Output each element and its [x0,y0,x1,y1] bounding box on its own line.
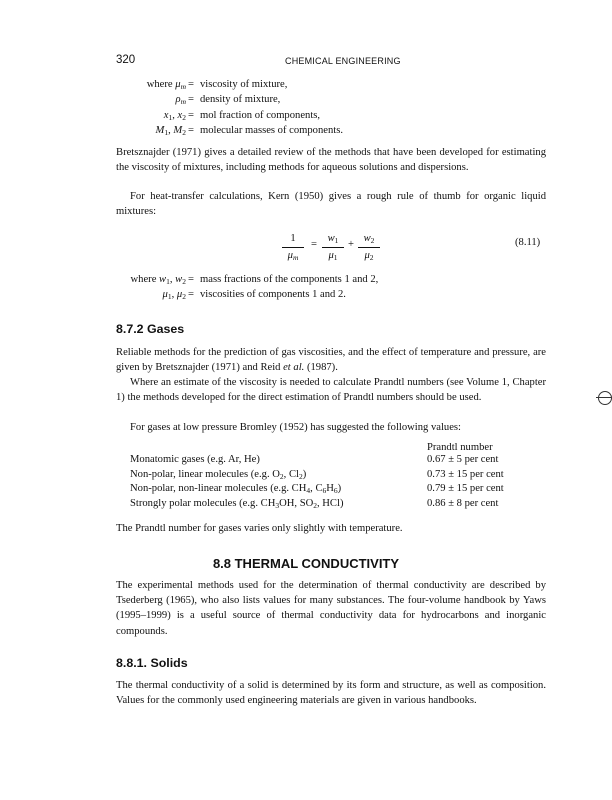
table-row-label: Strongly polar molecules (e.g. $CH_3OH$, $SO_2$, HCl) [130,497,344,510]
table-row-value: 0.86 ± 8 per cent [427,497,499,509]
running-title: CHEMICAL ENGINEERING [285,56,401,66]
fraction-numerator: $w_1$ [327,233,339,245]
definition-equals: = [188,289,194,301]
paragraph-gases-bromley: For gases at low pressure Bromley (1952) has suggested the following values: [130,422,461,433]
plus-sign: + [348,239,354,250]
definition-equals: = [188,109,194,121]
paragraph-gases-methods: Reliable methods for the prediction of gas viscosities, and the effect of temperature and pressure, are given by Bretsznajder (1971) and Reid et al. (1987). [116,347,546,374]
crop-mark-circle [598,391,612,405]
definition-row [116,287,416,302]
fraction-numerator: 1 [290,233,296,244]
table-row [130,482,530,497]
definition-symbol: $\rho_m$ [175,94,186,107]
definition-row [116,108,416,123]
table-row [130,468,530,483]
paragraph-kern: For heat-transfer calculations, Kern (1950) gives a rough rule of thumb for organic liquid mixtures: [116,191,546,218]
table-row-label: Monatomic gases (e.g. Ar, He) [130,454,260,465]
fraction-bar [282,247,304,248]
table-row [130,453,530,468]
table-row [130,497,530,512]
fraction-bar [358,247,380,248]
paragraph-solids: The thermal conductivity of a solid is determined by its form and structure, as well as composition. Values for the commonly used engineering materials are given in various handbooks. [116,680,546,707]
definition-symbol: $M_1$, $M_2$ [155,125,186,138]
definition-list-mixture [116,77,416,139]
equation-number: (8.11) [515,237,541,248]
crop-mark-line [596,397,612,398]
definition-text: density of mixture, [200,94,281,106]
prandtl-table [130,453,530,511]
definition-text: mass fractions of the components 1 and 2, [200,274,379,285]
fraction-denominator: $\mu_m$ [287,250,299,262]
section-heading-solids: 8.8.1. Solids [116,656,188,670]
fraction-bar [322,247,344,248]
definition-symbol: $\mu_1$, $\mu_2$ [162,289,186,302]
page-number: 320 [116,54,136,66]
definition-list-components [116,272,416,303]
paragraph-gases-prandtl: Where an estimate of the viscosity is needed to calculate Prandtl numbers (see Volume 1, Chapter 1) the methods developed for the direct estimation of Prandtl numbers should be used. [116,377,546,404]
table-row-value: 0.73 ± 15 per cent [427,468,504,480]
fraction-rhs-1 [322,232,344,263]
equation-8-11 [280,232,390,270]
table-row-value: 0.79 ± 15 per cent [427,483,504,495]
definition-symbol: $x_1$, $x_2$ [163,109,186,122]
definition-text: viscosity of mixture, [200,79,288,90]
definition-equals: = [188,79,194,90]
section-heading-gases: 8.7.2 Gases [116,322,185,336]
paragraph-thermal-methods: The experimental methods used for the determination of thermal conductivity are described by Tsederberg (1965), who also lists values for many substances. The four-volume handbook by Yaws (1995–1999) is a useful source of thermal conductivity data for hydrocarbons and inorganic compounds. [116,580,546,637]
definition-symbol: where $w_1$, $w_2$ [130,274,186,286]
equals-sign: = [311,239,317,250]
definition-equals: = [188,274,194,285]
definition-row [116,92,416,107]
definition-symbol: where $\mu_m$ [146,79,186,91]
paragraph-prandtl-temperature: The Prandtl number for gases varies only slightly with temperature. [116,523,403,534]
paragraph-bretsznajder: Bretsznajder (1971) gives a detailed review of the methods that have been developed for estimating the viscosity of mixtures, including methods for aqueous solutions and dispersions. [116,147,546,174]
definition-text: mol fraction of components, [200,109,321,121]
definition-equals: = [188,94,194,106]
table-row-label: Non-polar, linear molecules (e.g. $O_2$, $Cl_2$) [130,468,307,481]
fraction-denominator: $\mu_1$ [328,250,338,262]
table-row-value: 0.67 ± 5 per cent [427,454,499,465]
fraction-rhs-2 [358,232,380,263]
table-row-label: Non-polar, non-linear molecules (e.g. $CH_4$, $C_6H_6$) [130,483,342,496]
definition-row [116,272,416,287]
definition-equals: = [188,125,194,137]
section-heading-thermal-conductivity: 8.8 THERMAL CONDUCTIVITY [212,556,400,571]
fraction-denominator: $\mu_2$ [364,250,374,262]
table-header-prandtl: Prandtl number [427,442,493,453]
definition-text: viscosities of components 1 and 2. [200,289,346,301]
definition-text: molecular masses of components. [200,125,343,137]
fraction-lhs [282,232,304,263]
definition-row [116,123,416,138]
definition-row [116,77,416,92]
fraction-numerator: $w_2$ [363,233,375,245]
